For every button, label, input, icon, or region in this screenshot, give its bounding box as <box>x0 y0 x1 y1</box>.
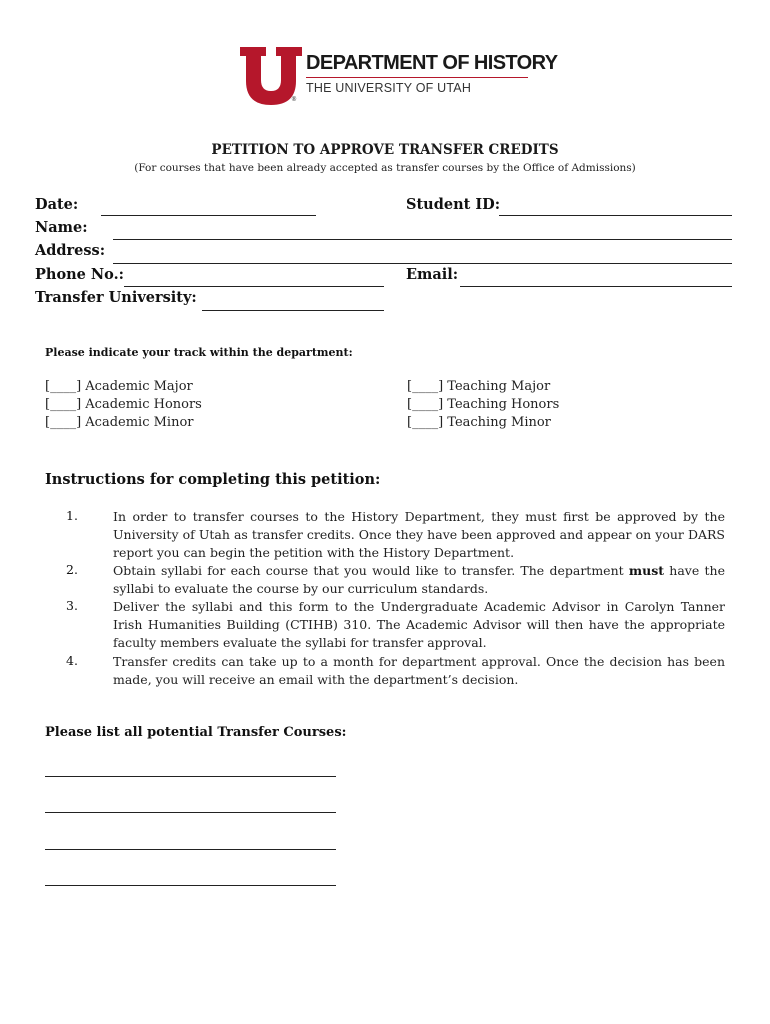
phone-label: Phone No.: <box>35 266 125 283</box>
instruction-text: Obtain syllabi for each course that you would like to transfer. The department must have the syllabi to evaluate the course by our curriculum standards. <box>113 563 725 596</box>
track-option-academic-minor[interactable]: [____] Academic Minor <box>45 415 194 430</box>
name-label: Name: <box>35 219 88 236</box>
transfer-courses-heading: Please list all potential Transfer Courses: <box>45 725 347 740</box>
department-name: DEPARTMENT OF HISTORY <box>306 52 558 74</box>
phone-field[interactable] <box>124 286 384 287</box>
instruction-text: In order to transfer courses to the History Department, they must first be approved by the University of Utah as transfer credits. Once they have been approved and appear on your DARS report you can begin the petition with the History Department. <box>113 509 725 560</box>
address-field[interactable] <box>113 263 732 264</box>
address-label: Address: <box>35 242 106 259</box>
instruction-number: 1. <box>66 508 78 523</box>
form-subtitle: (For courses that have been already accepted as transfer courses by the Office of Admissions) <box>134 162 636 174</box>
transfer-university-field[interactable] <box>202 310 384 311</box>
student-id-label: Student ID: <box>406 196 501 213</box>
track-option-teaching-major[interactable]: [____] Teaching Major <box>407 379 551 394</box>
instructions-heading: Instructions for completing this petition: <box>45 471 381 488</box>
transfer-course-line[interactable] <box>45 849 336 850</box>
registered-mark: ® <box>291 96 297 103</box>
transfer-course-line[interactable] <box>45 812 336 813</box>
transfer-university-label: Transfer University: <box>35 289 197 306</box>
transfer-course-line[interactable] <box>45 776 336 777</box>
transfer-course-line[interactable] <box>45 885 336 886</box>
student-id-field[interactable] <box>499 215 732 216</box>
instruction-text: Transfer credits can take up to a month for department approval. Once the decision has been made, you will receive an email with the department’s decision. <box>113 654 725 687</box>
track-option-academic-major[interactable]: [____] Academic Major <box>45 379 193 394</box>
form-title: PETITION TO APPROVE TRANSFER CREDITS <box>211 142 559 158</box>
track-option-teaching-honors[interactable]: [____] Teaching Honors <box>407 397 560 412</box>
instruction-number: 4. <box>66 653 78 668</box>
track-option-teaching-minor[interactable]: [____] Teaching Minor <box>407 415 551 430</box>
track-option-academic-honors[interactable]: [____] Academic Honors <box>45 397 202 412</box>
header-divider <box>306 77 528 78</box>
email-field[interactable] <box>460 286 732 287</box>
date-field[interactable] <box>101 215 316 216</box>
emphasis-must: must <box>628 563 665 578</box>
date-label: Date: <box>35 196 79 213</box>
name-field[interactable] <box>113 239 732 240</box>
instruction-number: 2. <box>66 562 78 577</box>
university-name: THE UNIVERSITY OF UTAH <box>306 81 472 95</box>
track-prompt: Please indicate your track within the department: <box>45 346 353 359</box>
instruction-number: 3. <box>66 598 78 613</box>
instruction-text: Deliver the syllabi and this form to the Undergraduate Academic Advisor in Carolyn Tanner Irish Humanities Building (CTIHB) 310. The Academic Advisor will then have the appropriate faculty members evaluate the syllabi for transfer approval. <box>113 599 725 650</box>
email-label: Email: <box>406 266 459 283</box>
